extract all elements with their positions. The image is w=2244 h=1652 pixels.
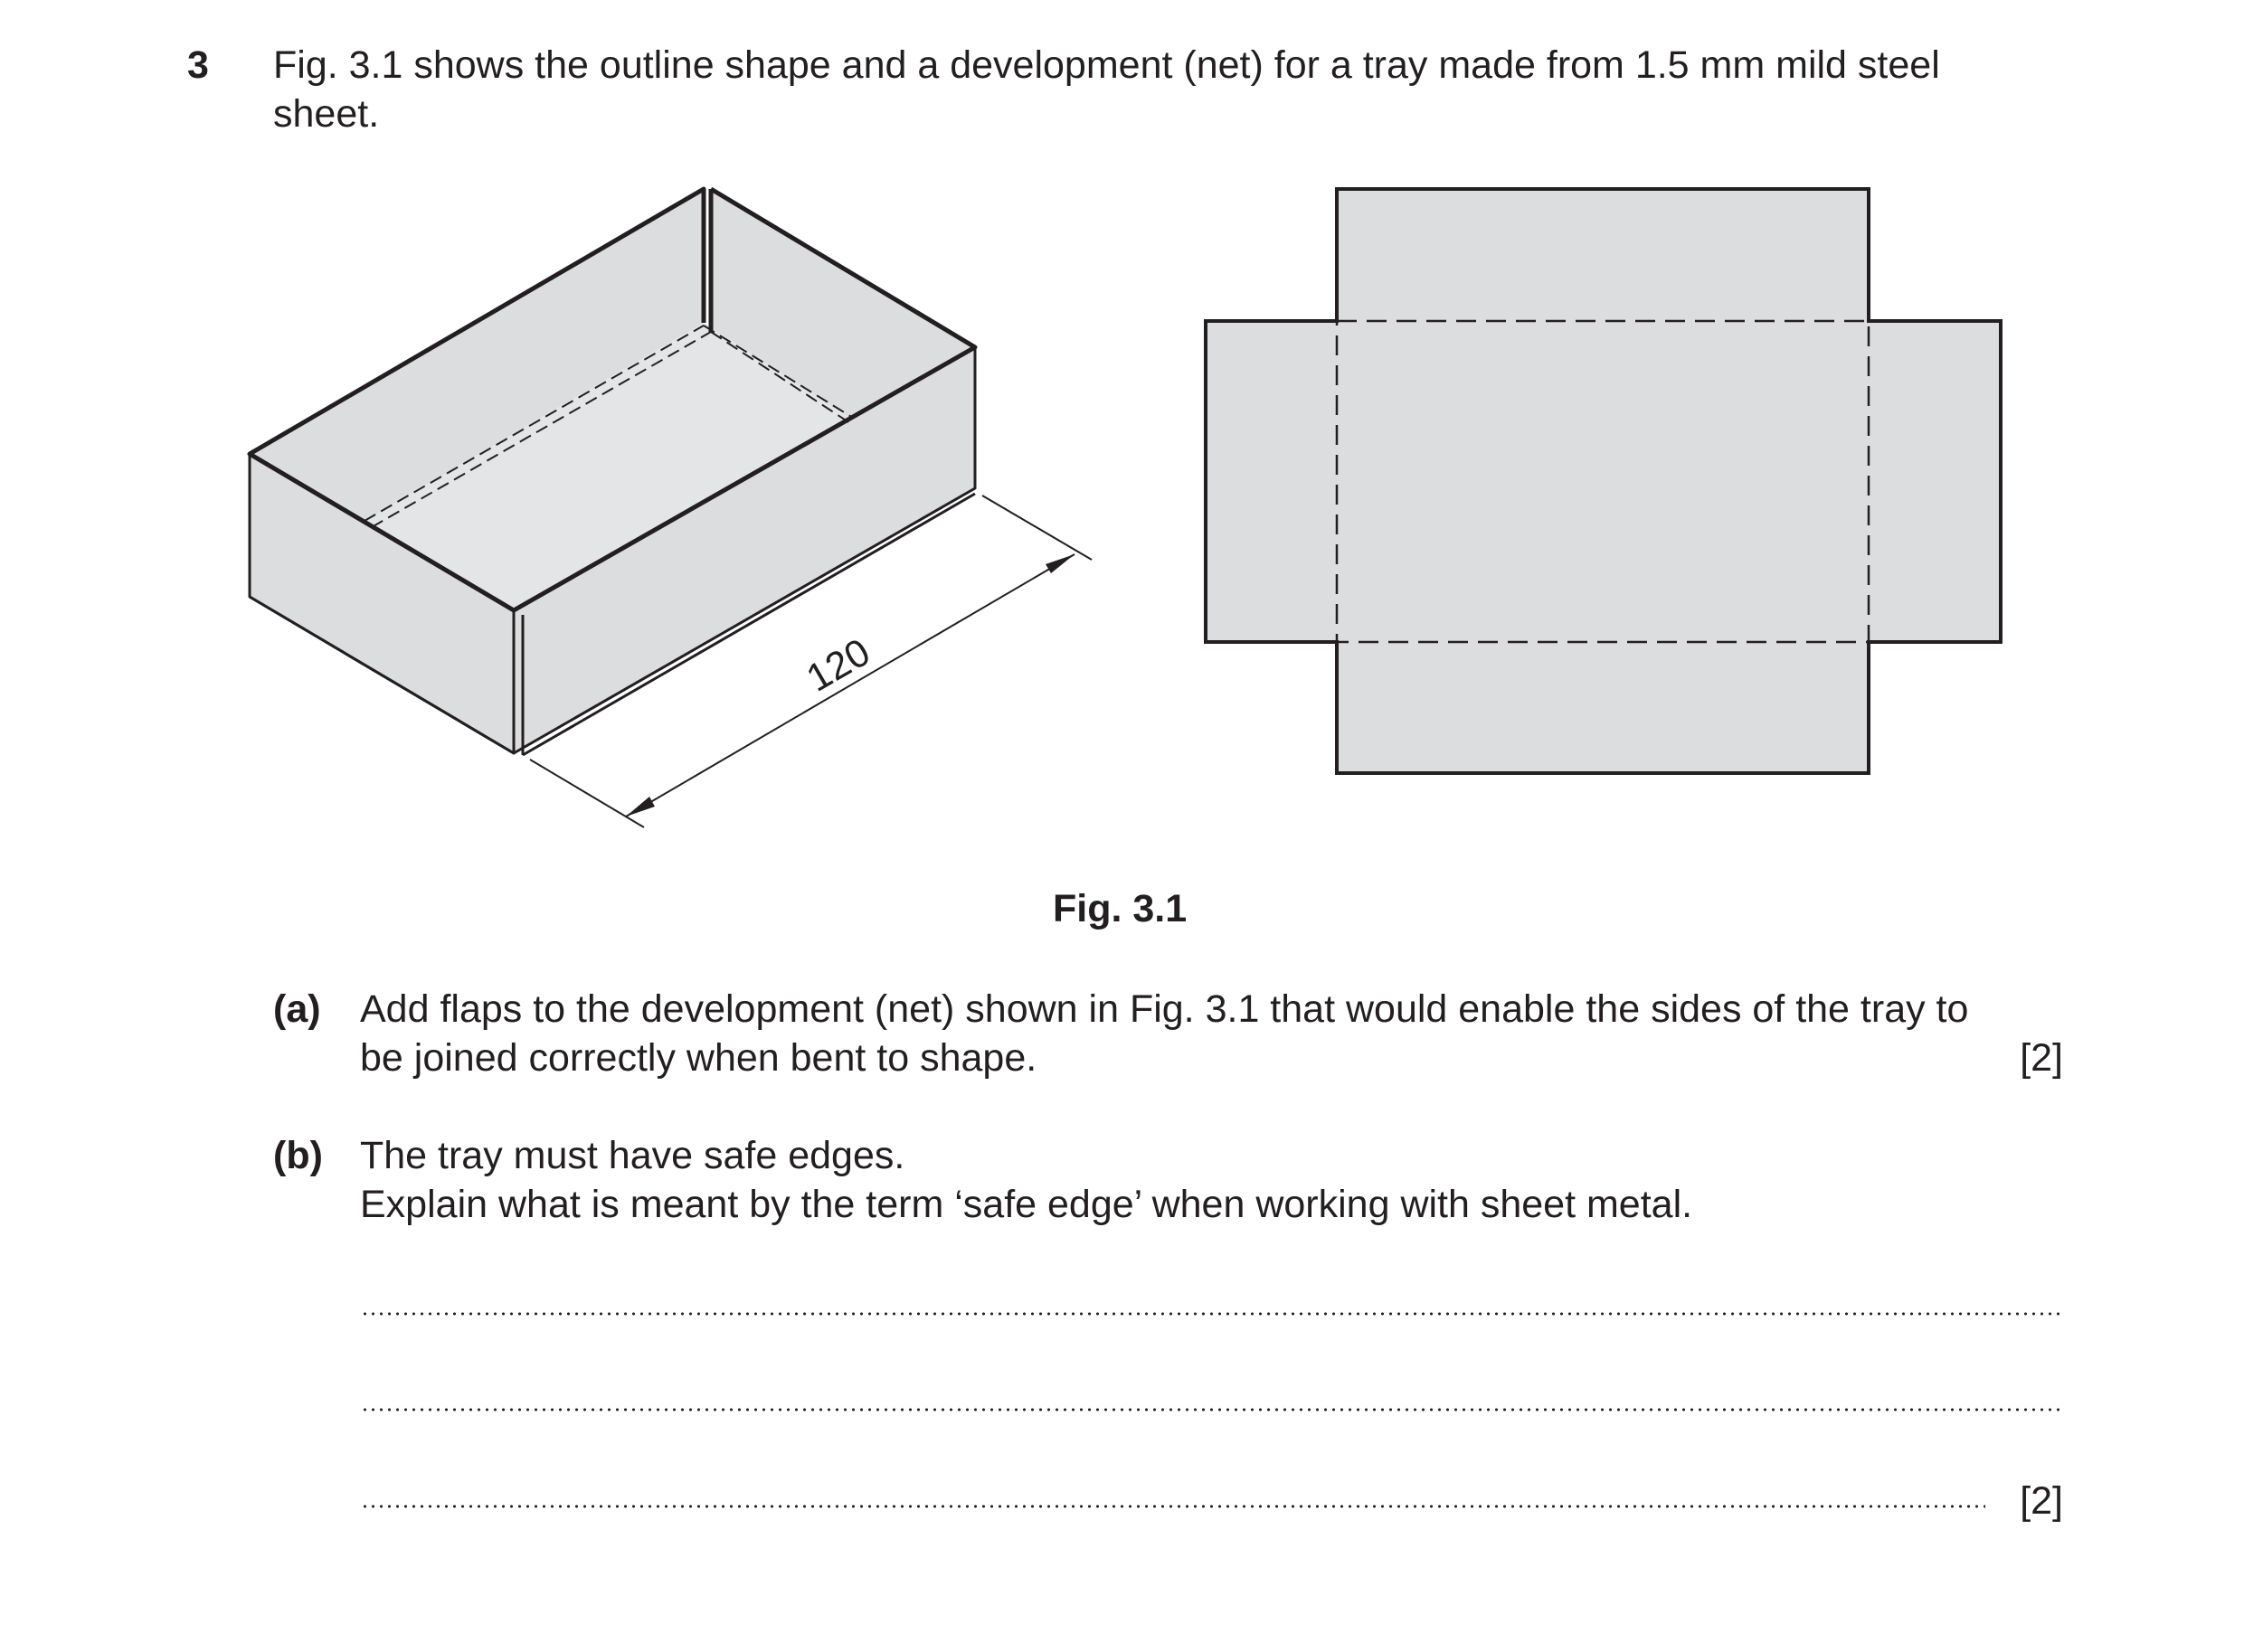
part-a-marks: [2] — [2020, 1036, 2063, 1080]
part-b-line1: The tray must have safe edges. — [360, 1134, 905, 1177]
part-b-label: (b) — [273, 1134, 323, 1177]
part-a-line1: Add flaps to the development (net) shown in Fig. 3.1 that would enable the sides of the tray to — [360, 987, 1969, 1031]
question-intro-line2: sheet. — [273, 92, 380, 136]
part-b-marks: [2] — [2020, 1479, 2063, 1523]
part-a-label: (a) — [273, 987, 321, 1031]
part-b-line2: Explain what is meant by the term ‘safe edge’ when working with sheet metal. — [360, 1183, 1693, 1226]
dimension-label: 120 — [799, 630, 878, 701]
net-outline — [1206, 189, 2001, 773]
question-number: 3 — [187, 43, 209, 87]
extension-line-right — [982, 496, 1092, 560]
figure-caption: Fig. 3.1 — [1053, 887, 1188, 930]
part-a-line2: be joined correctly when bent to shape. — [360, 1036, 1037, 1080]
extension-line-left — [530, 760, 644, 827]
question-intro-line1: Fig. 3.1 shows the outline shape and a development (net) for a tray made from 1.5 mm mild steel — [273, 43, 1940, 87]
answer-line-1[interactable] — [361, 1312, 2059, 1316]
tray-development-net — [1206, 189, 2001, 773]
dimension-arrowhead-right — [1046, 554, 1075, 573]
dimension-arrowhead-left — [626, 797, 655, 817]
answer-line-2[interactable] — [361, 1408, 2059, 1411]
answer-line-3[interactable] — [361, 1505, 1985, 1508]
